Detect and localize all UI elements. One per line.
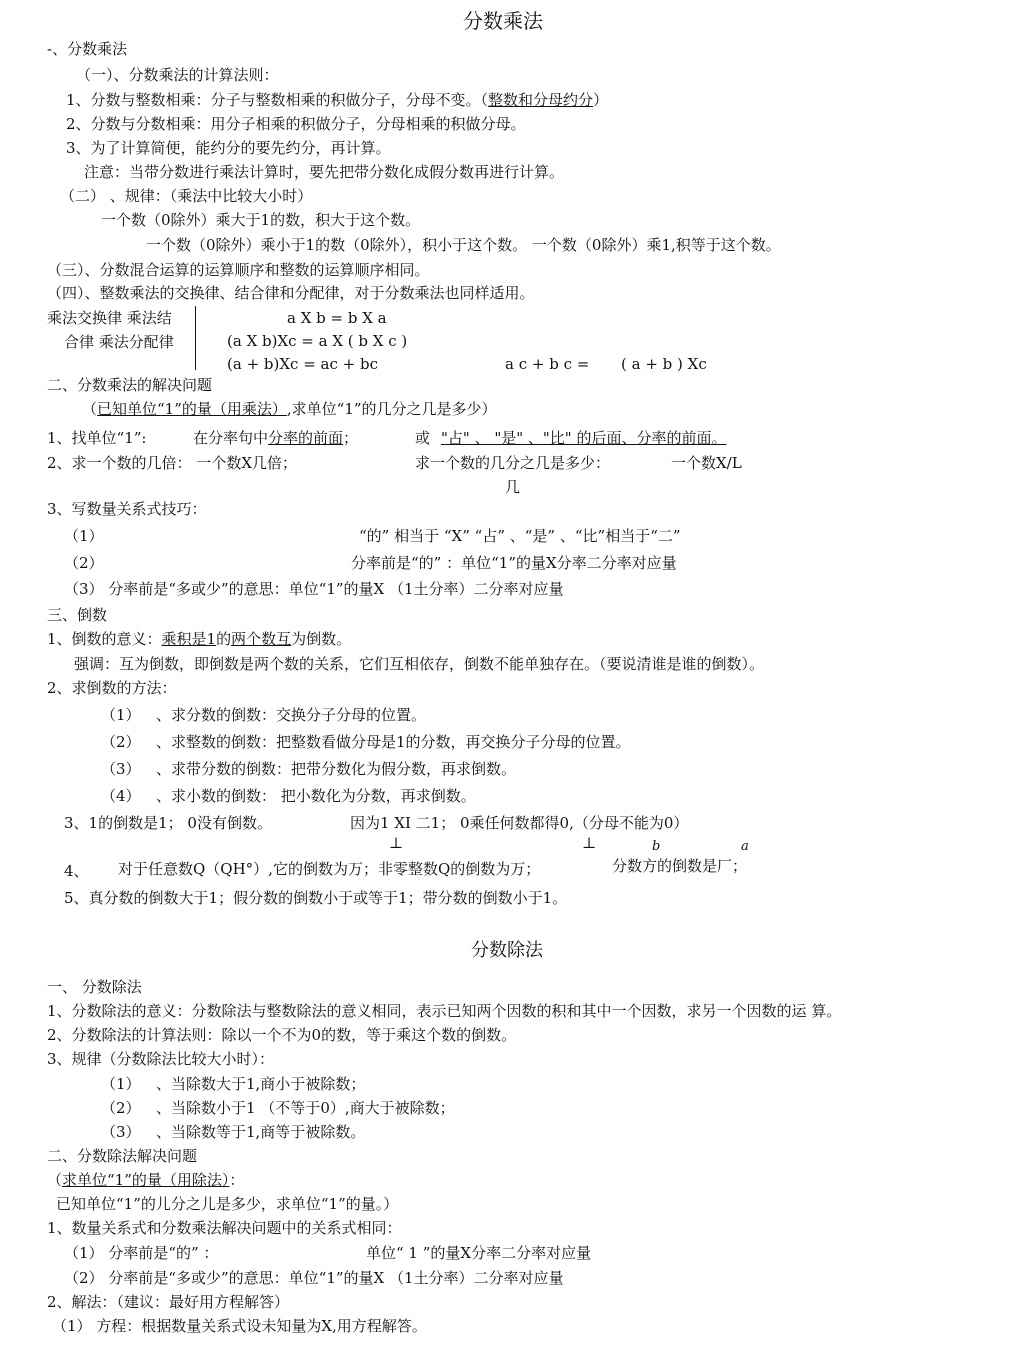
list-number: （1） [101,706,141,724]
underlined-text: 求单位“1”的量（用除法） [62,1171,230,1189]
text: 1、分数与整数相乘：分子与整数相乘的积做分子，分母不变。（ [66,91,489,109]
text: ） [593,91,609,109]
underlined-text: 已知单位“1”的量（用乘法） [97,400,287,418]
item-line: 1、找单位“1”: [47,429,147,447]
fraction-letter: a [741,839,749,854]
laws-label: 合律 乘法分配律 [64,333,174,351]
item-line: （3） 分率前是“多或少”的意思：单位“1”的量X （1土分率）二分率对应量 [64,580,564,598]
item-line: 、当除数大于1,商小于被除数； [156,1075,366,1093]
item-line: 分数方的倒数是厂； [612,857,748,875]
item-line: 因为1 XI 二1； 0乘任何数都得0,（分母不能为0） [350,814,689,832]
item-line: 3、写数量关系式技巧： [47,500,207,518]
list-number: （3） [101,760,141,778]
divider-line [195,306,196,370]
rule-line: 一个数（0除外）乘大于1的数，积大于这个数。 [101,211,421,229]
item-line: （1） 方程：根据数量关系式设未知量为X,用方程解答。 [52,1317,427,1335]
underlined-text: "占" 、 "是" 、"比" 的后面、分率的前面。 [441,429,727,447]
page-title: 分数除法 [471,940,543,961]
item-line: 或 [415,429,431,447]
formula: (a X b)Xc = a X ( b X c ) [227,332,408,350]
item-line: 单位“ 1 ”的量X分率二分率对应量 [366,1244,592,1262]
text: （ [82,400,98,418]
section-heading: 一、 分数除法 [47,978,142,996]
item-line: 求一个数的几分之几是多少： [415,454,611,472]
text: 的 [216,630,232,648]
item-line: 、当除数等于1,商等于被除数。 [156,1123,366,1141]
perp-symbol: ⊥ [389,834,404,852]
page-title: 分数乘法 [463,9,543,33]
text: 1、倒数的意义： [47,630,162,648]
laws-label: 乘法交换律 乘法结 [47,309,172,327]
text: 在分率句中 [193,429,269,447]
item-line: 2、分数除法的计算法则：除以一个不为0的数，等于乘这个数的倒数。 [47,1026,517,1044]
note: 注意：当带分数进行乘法计算时，要先把带分数化成假分数再进行计算。 [84,163,565,181]
list-number: （2） [101,1099,141,1117]
item-line: 2、解法：（建议：最好用方程解答） [47,1293,290,1311]
underlined-text: 两个数互 [231,630,292,648]
subsection-heading [82,400,497,418]
item-line: 5、真分数的倒数大于1；假分数的倒数小于或等于1；带分数的倒数小于1。 [64,889,568,907]
list-number: （2） [64,554,104,572]
item-line: 1、数量关系式和分数乘法解决问题中的关系式相同： [47,1219,402,1237]
item-line [47,630,351,648]
list-number: （4） [101,787,141,805]
rule-line [66,91,608,109]
section-heading: -、分数乘法 [47,40,128,58]
item-line: 对于任意数Q（QH°）,它的倒数为万；非零整数Q的倒数为万； [118,860,541,878]
text: 为倒数。 [291,630,352,648]
underlined-text: 乘积是1 [161,630,217,648]
item-line: 、当除数小于1 （不等于0）,商大于被除数； [156,1099,455,1117]
text: ： [229,1171,245,1189]
underlined-text: 整数和分母约分 [488,91,594,109]
item-line: 3、1的倒数是1； 0没有倒数。 [64,814,272,832]
list-number: （2） [101,733,141,751]
item-line: （1） 分率前是“的” ： [64,1244,219,1262]
emphasis-line: 强调：互为倒数，即倒数是两个数的关系，它们互相依存，倒数不能单独存在。（要说清谁是谁的倒数）。 [74,655,765,673]
list-number: （3） [101,1123,141,1141]
subsection-heading: （三）、分数混合运算的运算顺序和整数的运算顺序相同。 [47,261,430,279]
item-line: “的” 相当于 “X” “占” 、“是” 、“比”相当于“二” [359,527,681,545]
formula: (a + b)Xc = ac + bc [227,355,378,373]
fraction-letter: b [652,839,661,854]
list-number: （1） [101,1075,141,1093]
item-line: 、求带分数的倒数：把带分数化为假分数，再求倒数。 [156,760,517,778]
rule-line: 3、为了计算简便，能约分的要先约分，再计算。 [66,139,391,157]
item-line: 、求整数的倒数：把整数看做分母是1的分数，再交换分子分母的位置。 [156,733,631,751]
item-line: 几 [505,478,521,496]
item-line: 1、分数除法的意义：分数除法与整数除法的意义相同，表示已知两个因数的积和其中一个因数，求另一个因数的运 算。 [47,1002,842,1020]
list-number: 4、 [64,862,89,880]
subsection-heading: （四）、整数乘法的交换律、结合律和分配律，对于分数乘法也同样适用。 [47,284,535,302]
list-number: （1） [64,527,104,545]
item-line: 分率前是“的” ：单位“1”的量X分率二分率对应量 [351,554,677,572]
item-line: 一个数X/L [671,454,742,472]
subsection-heading [47,1171,244,1189]
item-line: 、求小数的倒数： 把小数化为分数，再求倒数。 [156,787,476,805]
item-line [193,429,358,447]
item-line: 2、求一个数的几倍： 一个数X几倍； [47,454,297,472]
section-heading: 三、倒数 [47,606,108,624]
section-heading: 二、分数乘法的解决问题 [47,376,213,394]
item-line: 已知单位“1”的儿分之儿是多少，求单位“1”的量。） [56,1195,399,1213]
text: ,求单位“1”的几分之几是多少） [286,400,497,418]
item-line: 3、规律（分数除法比较大小时）： [47,1050,275,1068]
item-line: 、求分数的倒数：交换分子分母的位置。 [156,706,427,724]
perp-symbol: ⊥ [582,834,597,852]
item-line: （2） 分率前是“多或少”的意思：单位“1”的量X （1土分率）二分率对应量 [64,1269,564,1287]
text: ； [343,429,359,447]
subsection-heading: （二） 、规律：（乘法中比较大小时） [60,187,313,205]
formula: ( a + b ) Xc [621,355,707,373]
text: （ [47,1171,63,1189]
subsection-heading: （一）、分数乘法的计算法则： [76,66,279,84]
rule-line: 一个数（0除外）乘小于1的数（0除外），积小于这个数。 一个数（0除外）乘1,积等于这个数。 [146,236,781,254]
item-line: 2、求倒数的方法： [47,679,177,697]
rule-line: 2、分数与分数相乘：用分子相乘的积做分子，分母相乘的积做分母。 [66,115,526,133]
formula: a c + b c = [505,355,590,373]
underlined-text: 分率的前面 [268,429,344,447]
formula: a X b = b X a [287,309,387,327]
section-heading: 二、分数除法解决问题 [47,1147,198,1165]
